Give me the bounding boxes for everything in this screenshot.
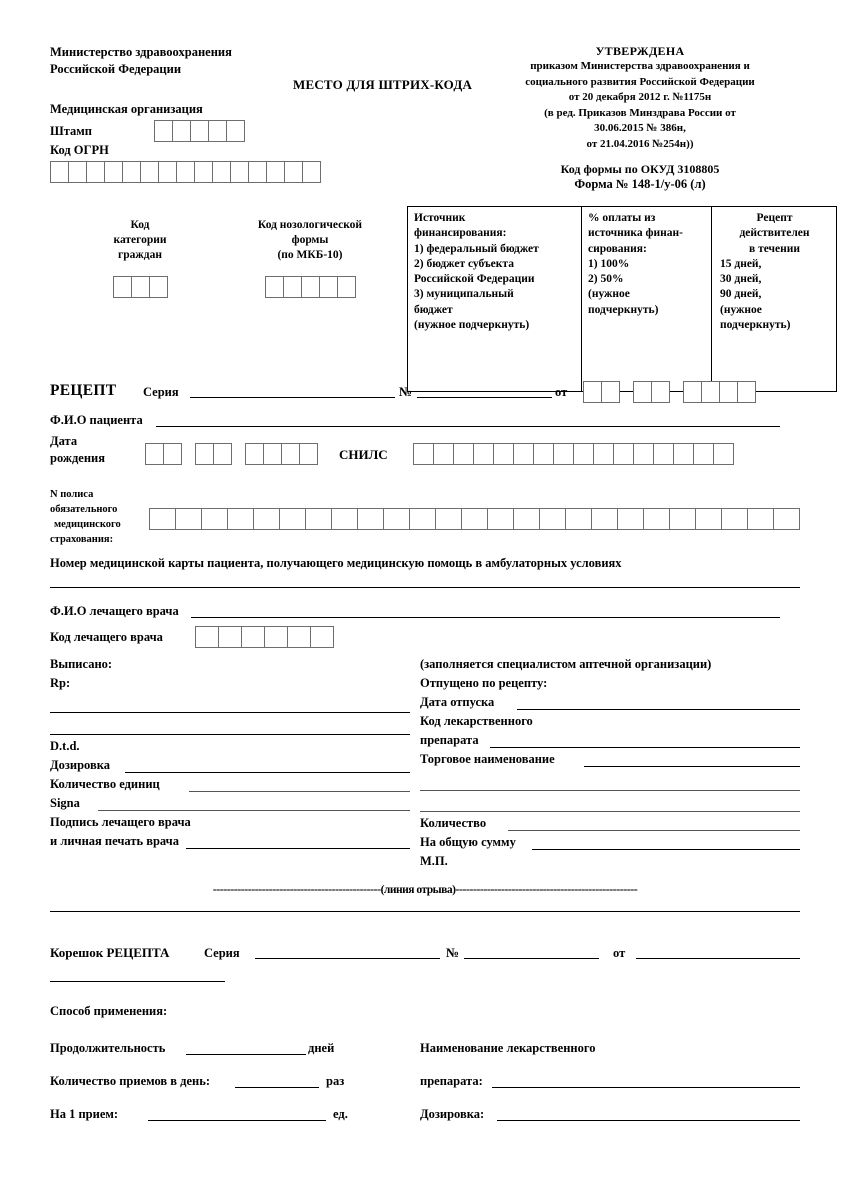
signature-row-1 (50, 814, 410, 833)
intakes-unit: раз (326, 1074, 345, 1088)
duration-row (50, 1037, 800, 1070)
fin-col3-left-0[interactable]: 15 дней, (720, 257, 762, 270)
stub-from-input[interactable] (636, 947, 800, 959)
usage-block (50, 1004, 800, 1136)
recipe-from-label: от (555, 385, 568, 399)
code-cell[interactable] (227, 508, 254, 530)
doctor-fio-label: Ф.И.О лечащего врача (50, 604, 179, 618)
code-cell[interactable] (86, 161, 105, 183)
code-cell[interactable] (140, 161, 159, 183)
nosology-code-boxes[interactable] (265, 276, 355, 298)
stub-number-label: № (446, 945, 460, 960)
category-caption-2: категории (113, 234, 167, 247)
total-sum-input[interactable] (532, 838, 800, 850)
fin-col3-line-1: действителен (739, 227, 810, 240)
code-cell[interactable] (265, 276, 284, 298)
form-header (50, 44, 800, 204)
nosology-caption-3: (по МКБ-10) (277, 249, 343, 262)
stub-from-label: от (613, 946, 626, 960)
birth-day-boxes[interactable] (145, 443, 181, 465)
per-intake-unit: ед. (333, 1107, 348, 1121)
code-cell[interactable] (175, 508, 202, 530)
drug-name-label-line2: препарата: (420, 1074, 483, 1088)
duration-unit: дней (308, 1041, 335, 1055)
code-cell[interactable] (593, 443, 614, 465)
ministry-line-2: Российской Федерации (50, 61, 182, 76)
signature-input[interactable] (186, 837, 410, 849)
fin-col1-line-1: финансирования: (414, 227, 507, 240)
dispensed-row (420, 675, 800, 694)
payment-percent-cell[interactable] (582, 207, 712, 392)
stub-series-label: Серия (204, 946, 240, 960)
code-cell[interactable] (194, 161, 213, 183)
validity-period-cell[interactable] (712, 207, 837, 392)
code-cell[interactable] (413, 443, 434, 465)
recipe-day-boxes[interactable] (583, 381, 619, 403)
code-cell[interactable] (683, 381, 702, 403)
code-cell[interactable] (513, 508, 540, 530)
rp-input-1[interactable] (50, 701, 410, 713)
form-sheet (50, 44, 810, 1121)
drug-code-label-line2: препарата (420, 733, 479, 747)
code-cell[interactable] (253, 508, 280, 530)
code-cell[interactable] (305, 508, 332, 530)
prescription-right-column (420, 656, 800, 872)
code-cell[interactable] (299, 443, 318, 465)
drug-code-row-1 (420, 713, 800, 732)
category-code-boxes[interactable] (113, 276, 167, 298)
code-cell[interactable] (719, 381, 738, 403)
birthdate-label-line2: рождения (50, 451, 105, 465)
recipe-title: РЕЦЕПТ (50, 382, 117, 399)
code-cell[interactable] (435, 508, 462, 530)
code-cell[interactable] (263, 443, 282, 465)
approved-line-6: от 21.04.2016 №254н)) (586, 138, 694, 151)
prescription-body (50, 656, 800, 881)
code-cell[interactable] (279, 508, 306, 530)
code-cell[interactable] (553, 443, 574, 465)
code-cell[interactable] (461, 508, 488, 530)
code-cell[interactable] (617, 508, 644, 530)
units-label: Количество единиц (50, 777, 160, 791)
code-cell[interactable] (331, 508, 358, 530)
oms-policy-boxes[interactable] (149, 508, 799, 530)
oms-label-line4: страхования: (50, 534, 114, 545)
code-cell[interactable] (201, 508, 228, 530)
code-cell[interactable] (208, 120, 227, 142)
stamp-code-boxes[interactable] (154, 120, 244, 142)
oms-label-line2: обязательного (50, 504, 118, 515)
rp-label: Rp: (50, 676, 71, 690)
medcard-input[interactable] (50, 587, 800, 588)
code-cell[interactable] (172, 120, 191, 142)
fin-col3-left-2[interactable]: 90 дней, (720, 288, 762, 301)
total-sum-row (420, 834, 800, 853)
trade-name-input-3[interactable] (420, 800, 800, 812)
stub-top-rule[interactable] (50, 911, 800, 912)
rp-line-1[interactable] (50, 694, 410, 716)
fin-col1-line-5[interactable]: 3) муниципальный (414, 288, 514, 301)
drug-name-input[interactable] (492, 1076, 800, 1088)
oms-policy-row (50, 488, 800, 560)
code-cell[interactable] (383, 508, 410, 530)
oms-label-line1: N полиса (50, 489, 94, 500)
code-cell[interactable] (149, 276, 168, 298)
code-cell[interactable] (248, 161, 267, 183)
code-cell[interactable] (669, 508, 696, 530)
issued-row (50, 656, 410, 675)
medcard-label: Номер медицинской карты пациента, получающего медицинскую помощь в амбулаторных условиях (50, 556, 622, 570)
ogrn-code-boxes[interactable] (50, 161, 320, 183)
stub-row (50, 942, 800, 990)
fin-col1-line-3[interactable]: 2) бюджет субъекта (414, 257, 514, 270)
snils-boxes[interactable] (413, 443, 733, 465)
quantity-row (420, 815, 800, 834)
recipe-series-input[interactable] (190, 386, 395, 398)
code-cell[interactable] (539, 508, 566, 530)
per-intake-row (50, 1103, 800, 1136)
mp-label: М.П. (420, 854, 448, 868)
approved-title: УТВЕРЖДЕНА (595, 44, 685, 58)
intakes-label: Количество приемов в день: (50, 1074, 211, 1088)
category-caption-3: граждан (118, 249, 162, 262)
tear-line (50, 882, 800, 898)
tear-dashes-left: ------------------------------------------------ (212, 882, 381, 896)
dispense-date-row (420, 694, 800, 713)
code-cell[interactable] (583, 381, 602, 403)
code-cell[interactable] (287, 626, 311, 648)
code-cell[interactable] (453, 443, 474, 465)
units-row (50, 776, 410, 795)
code-cell[interactable] (473, 443, 494, 465)
signa-row (50, 795, 410, 814)
dosage-row (50, 757, 410, 776)
signature-label-line2: и личная печать врача (50, 834, 179, 848)
code-cell[interactable] (190, 120, 209, 142)
fin-col2-line-6: подчеркнуть) (588, 303, 659, 316)
financing-table (407, 206, 837, 392)
code-cell[interactable] (493, 443, 514, 465)
total-sum-label: На общую сумму (420, 835, 516, 849)
dispense-date-input[interactable] (517, 698, 800, 710)
stamp-label: Штамп (50, 123, 92, 138)
rp-row (50, 675, 410, 694)
code-cell[interactable] (737, 381, 756, 403)
codes-and-finance-band (50, 206, 810, 391)
usage-title: Способ применения: (50, 1004, 168, 1018)
ministry-line-1: Министерство здравоохранения (50, 45, 232, 59)
code-cell[interactable] (264, 626, 288, 648)
approved-line-4: (в ред. Приказов Минздрава России от (544, 106, 736, 119)
code-cell[interactable] (721, 508, 748, 530)
fin-col2-line-0: % оплаты из (588, 212, 656, 224)
recipe-date-boxes[interactable] (583, 381, 755, 403)
trade-name-extra-1[interactable] (420, 770, 800, 794)
code-cell[interactable] (310, 626, 334, 648)
units-input[interactable] (189, 780, 410, 792)
birthdate-snils-row (50, 434, 800, 480)
code-cell[interactable] (773, 508, 800, 530)
recipe-month-boxes[interactable] (633, 381, 669, 403)
duration-input[interactable] (186, 1043, 306, 1055)
code-cell[interactable] (643, 508, 670, 530)
code-cell[interactable] (245, 443, 264, 465)
oms-label-line3: медицинского (54, 519, 121, 530)
quantity-input[interactable] (508, 819, 800, 831)
code-cell[interactable] (212, 161, 231, 183)
code-cell[interactable] (533, 443, 554, 465)
trade-name-row (420, 751, 800, 770)
issued-label: Выписано: (50, 657, 113, 671)
per-intake-input[interactable] (148, 1109, 326, 1121)
code-cell[interactable] (701, 381, 720, 403)
code-cell[interactable] (195, 443, 214, 465)
fin-col2-line-4[interactable]: 2) 50% (588, 273, 624, 286)
fin-col1-line-4[interactable]: Российской Федерации (414, 273, 535, 286)
code-cell[interactable] (154, 120, 173, 142)
fin-col3-line-0: Рецепт (756, 212, 793, 224)
code-cell[interactable] (283, 276, 302, 298)
code-cell[interactable] (50, 161, 69, 183)
drug-name-label-line1: Наименование лекарственного (420, 1041, 596, 1055)
trade-name-input[interactable] (584, 755, 800, 767)
code-cell[interactable] (653, 443, 674, 465)
birthdate-boxes[interactable] (145, 443, 317, 465)
trade-name-extra-2[interactable] (420, 794, 800, 815)
dosage-label: Дозировка (50, 758, 110, 772)
birth-month-boxes[interactable] (195, 443, 231, 465)
approved-line-3: от 20 декабря 2012 г. №1175н (568, 91, 712, 104)
pharmacy-note-row (420, 656, 800, 675)
fin-col3-left-3: (нужное (720, 303, 762, 316)
code-cell[interactable] (226, 120, 245, 142)
recipe-number-input[interactable] (417, 386, 552, 398)
code-cell[interactable] (266, 161, 285, 183)
code-cell[interactable] (713, 443, 734, 465)
code-cell[interactable] (695, 508, 722, 530)
code-cell[interactable] (693, 443, 714, 465)
citizen-category-code-group (80, 218, 200, 298)
patient-fio-label: Ф.И.О пациента (50, 413, 143, 427)
okud-code: Код формы по ОКУД 3108805 (560, 162, 720, 176)
mp-row (420, 853, 800, 872)
code-cell[interactable] (337, 276, 356, 298)
ogrn-label: Код ОГРН (50, 143, 109, 157)
category-caption-1: Код (130, 219, 150, 231)
fin-col1-line-0: Источник (414, 212, 466, 224)
duration-label: Продолжительность (50, 1041, 166, 1055)
code-cell[interactable] (613, 443, 634, 465)
doctor-code-boxes[interactable] (195, 626, 333, 648)
rp-input-2[interactable] (50, 723, 410, 735)
fin-col2-line-1: источника финан- (588, 227, 683, 240)
doctor-code-label: Код лечащего врача (50, 630, 163, 644)
usage-dosage-label: Дозировка: (420, 1107, 485, 1121)
code-cell[interactable] (633, 443, 654, 465)
nosology-caption-2: формы (291, 234, 329, 247)
per-intake-label: На 1 прием: (50, 1107, 119, 1121)
trade-name-label: Торговое наименование (420, 752, 555, 766)
nosology-caption-1: Код нозологической (257, 219, 363, 231)
nosology-code-group (225, 218, 395, 298)
code-cell[interactable] (149, 508, 176, 530)
code-cell[interactable] (565, 508, 592, 530)
tear-dashes-right: ---------------------------------------------------- (455, 882, 638, 896)
financing-source-cell[interactable] (408, 207, 582, 392)
snils-label: СНИЛС (339, 447, 388, 462)
dispensed-label: Отпущено по рецепту: (420, 676, 548, 690)
approved-line-5: 30.06.2015 № 386н, (594, 122, 686, 135)
code-cell[interactable] (131, 276, 150, 298)
code-cell[interactable] (195, 626, 219, 648)
pharmacy-note: (заполняется специалистом аптечной организации) (420, 657, 712, 671)
quantity-label: Количество (420, 816, 487, 830)
fin-col3-left-1[interactable]: 30 дней, (720, 273, 762, 286)
trade-name-input-2[interactable] (420, 779, 800, 791)
code-cell[interactable] (281, 443, 300, 465)
code-cell[interactable] (104, 161, 123, 183)
drug-code-input[interactable] (490, 736, 800, 748)
ministry-block (50, 44, 232, 78)
dtd-row (50, 738, 410, 757)
barcode-placeholder: МЕСТО ДЛЯ ШТРИХ-КОДА (293, 77, 473, 92)
code-cell[interactable] (433, 443, 454, 465)
approval-block (480, 44, 800, 153)
code-cell[interactable] (302, 161, 321, 183)
code-cell[interactable] (651, 381, 670, 403)
code-cell[interactable] (747, 508, 774, 530)
intakes-row (50, 1070, 800, 1103)
code-cell[interactable] (301, 276, 320, 298)
dtd-label: D.t.d. (50, 739, 80, 753)
intakes-input[interactable] (235, 1076, 319, 1088)
code-cell[interactable] (601, 381, 620, 403)
recipe-number-label: № (399, 384, 413, 399)
stub-extra-input[interactable] (50, 970, 225, 982)
code-cell[interactable] (573, 443, 594, 465)
fin-col2-line-3[interactable]: 1) 100% (588, 257, 630, 270)
code-cell[interactable] (633, 381, 652, 403)
rp-line-2[interactable] (50, 716, 410, 738)
code-cell[interactable] (591, 508, 618, 530)
fin-col3-line-2: в течении (748, 242, 801, 255)
code-cell[interactable] (357, 508, 384, 530)
stub-series-input[interactable] (255, 947, 440, 959)
dosage-input[interactable] (125, 761, 410, 773)
signature-label-line1: Подпись лечащего врача (50, 815, 191, 829)
doctor-fio-input[interactable] (191, 606, 780, 618)
code-cell[interactable] (213, 443, 232, 465)
code-cell[interactable] (230, 161, 249, 183)
drug-code-label-line1: Код лекарственного (420, 714, 533, 728)
signa-label: Signa (50, 796, 80, 810)
fin-col1-line-6[interactable]: бюджет (414, 303, 453, 316)
medical-org-label: Медицинская организация (50, 102, 203, 116)
signa-input[interactable] (98, 799, 410, 811)
code-cell[interactable] (122, 161, 141, 183)
stamp-row (50, 120, 244, 142)
approved-line-1: приказом Министерства здравоохранения и (530, 60, 750, 72)
usage-dosage-input[interactable] (497, 1109, 800, 1121)
code-cell[interactable] (176, 161, 195, 183)
patient-fio-input[interactable] (156, 415, 780, 427)
fin-col2-line-5: (нужное (588, 288, 630, 301)
stub-number-input[interactable] (464, 947, 599, 959)
code-cell[interactable] (218, 626, 242, 648)
fin-col3-left-4: подчеркнуть) (720, 318, 791, 331)
tear-line-block (50, 882, 800, 912)
code-cell[interactable] (319, 276, 338, 298)
recipe-year-boxes[interactable] (683, 381, 755, 403)
form-number: Форма № 148-1/у-06 (л) (574, 177, 706, 191)
birth-year-boxes[interactable] (245, 443, 317, 465)
prescription-left-column (50, 656, 410, 852)
code-cell[interactable] (284, 161, 303, 183)
table-row (408, 207, 837, 392)
signature-row-2 (50, 833, 410, 852)
code-cell[interactable] (673, 443, 694, 465)
code-cell[interactable] (409, 508, 436, 530)
stub-title: Корешок РЕЦЕПТА (50, 945, 170, 960)
code-cell[interactable] (68, 161, 87, 183)
recipe-header-row (50, 380, 800, 410)
code-cell[interactable] (158, 161, 177, 183)
tear-label: (линия отрыва) (380, 884, 456, 896)
code-cell[interactable] (487, 508, 514, 530)
code-cell[interactable] (145, 443, 164, 465)
dispense-date-label: Дата отпуска (420, 695, 495, 709)
fin-col1-line-7: (нужное подчеркнуть) (414, 318, 530, 331)
fin-col1-line-2[interactable]: 1) федеральный бюджет (414, 242, 539, 255)
approved-line-2: социального развития Российской Федерации (525, 75, 755, 88)
medcard-row (50, 556, 800, 588)
okud-block (480, 162, 800, 192)
code-cell[interactable] (113, 276, 132, 298)
drug-code-row-2 (420, 732, 800, 751)
fin-col2-line-2: сирования: (588, 242, 647, 255)
code-cell[interactable] (163, 443, 182, 465)
birthdate-label-line1: Дата (50, 434, 78, 448)
code-cell[interactable] (241, 626, 265, 648)
recipe-series-label: Серия (143, 385, 179, 399)
code-cell[interactable] (513, 443, 534, 465)
